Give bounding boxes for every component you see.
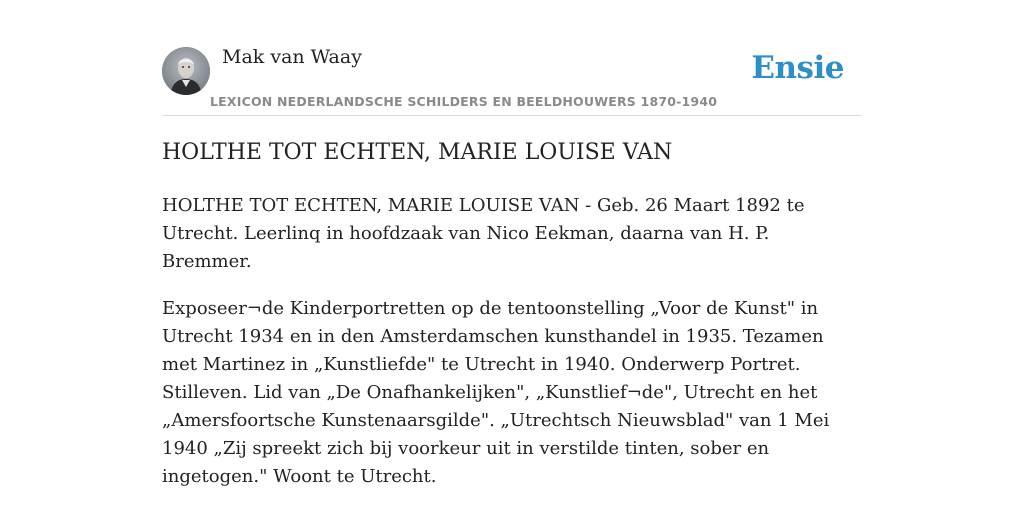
portrait-icon (162, 47, 210, 95)
source-title[interactable]: LEXICON NEDERLANDSCHE SCHILDERS EN BEELDHOUWERS 1870-1940 (210, 94, 718, 109)
author-name[interactable]: Mak van Waay (222, 46, 362, 68)
brand-logo[interactable]: Ensie (751, 50, 844, 86)
article-paragraph: Exposeer¬de Kinderportretten op de tentoonstelling „Voor de Kunst" in Utrecht 1934 en in den Amsterdamschen kunsthandel in 1935. Tezamen met Martinez in „Kunstliefde" te Utrecht in 1940. Onderwerp Portret. Stilleven. Lid van „De Onafhankelijken", „Kunstlief¬de", Utrecht en het „Amersfoortsche Kunstenaarsgilde". „Utrechtsch Nieuwsblad" van 1 Mei 1940 „Zij spreekt zich bij voorkeur uit in verstilde tinten, sober en ingetogen." Woont te Utrecht. (162, 298, 830, 487)
header (162, 0, 862, 116)
author-avatar[interactable] (162, 47, 210, 95)
page-container (162, 0, 862, 487)
article-paragraph: HOLTHE TOT ECHTEN, MARIE LOUISE VAN - Geb. 26 Maart 1892 te Utrecht. Leerlinq in hoofdzaak van Nico Eekman, daarna van H. P. Bremmer. (162, 195, 805, 272)
article-body (162, 192, 862, 510)
article-title: HOLTHE TOT ECHTEN, MARIE LOUISE VAN (162, 140, 673, 165)
